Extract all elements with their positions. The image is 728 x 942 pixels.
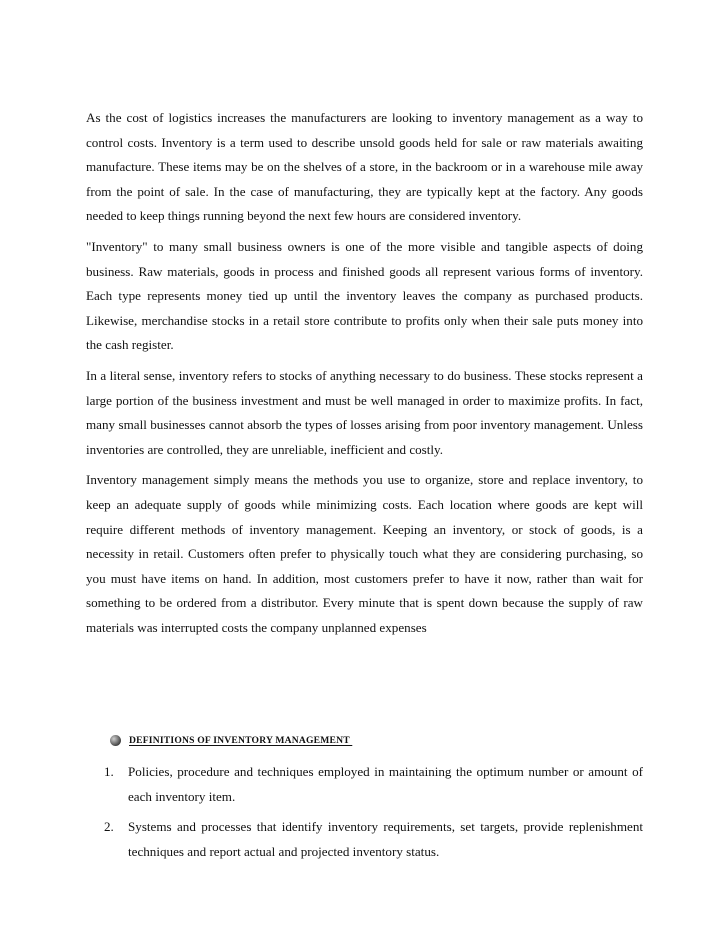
list-item xyxy=(104,815,643,864)
list-item-text: Systems and processes that identify inventory requirements, set targets, provide replenishment techniques and report actual and projected inventory status. xyxy=(128,819,643,859)
list-item xyxy=(104,760,643,809)
paragraph-logistics: As the cost of logistics increases the manufacturers are looking to inventory management as a way to control costs. Inventory is a term used to describe unsold goods held for sale or raw materials awaiting manufacture. These items may be on the shelves of a store, in the backroom or in a warehouse mile away from the point of sale. In the case of manufacturing, they are typically kept at the factory. Any goods needed to keep things running beyond the next few hours are considered inventory. xyxy=(86,110,643,224)
list-item-number: 1. xyxy=(104,764,114,779)
sphere-bullet-icon xyxy=(110,735,121,746)
paragraph-small-business: "Inventory" to many small business owners is one of the more visible and tangible aspects of doing business. Raw materials, goods in process and finished goods all represent various forms of inventory. Each type represents money tied up until the inventory leaves the company as purchased products. Likewise, merchandise stocks in a retail store contribute to profits only when their sale puts money into the cash register. xyxy=(86,238,643,353)
paragraph-literal-sense: In a literal sense, inventory refers to stocks of anything necessary to do business. These stocks represent a large portion of the business investment and must be well managed in order to maximize profits. In fact, many small businesses cannot absorb the types of losses arising from poor inventory management. Unless inventories are controlled, they are unreliable, inefficient and costly. xyxy=(86,367,643,457)
list-item-text: Policies, procedure and techniques employed in maintaining the optimum number or amount of each inventory item. xyxy=(128,764,643,804)
paragraph-inventory-management: Inventory management simply means the methods you use to organize, store and replace inventory, to keep an adequate supply of goods while minimizing costs. Each location where goods are kept will require different methods of inventory management. Keeping an inventory, or stock of goods, is a necessity in retail. Customers often prefer to physically touch what they are considering purchasing, so you must have items on hand. In addition, most customers prefer to have it now, rather than wait for something to be ordered from a distributor. Every minute that is spent down because the supply of raw materials was interrupted costs the company unplanned expenses xyxy=(86,472,643,635)
definitions-list xyxy=(104,760,643,870)
definitions-heading: DEFINITIONS OF INVENTORY MANAGEMENT xyxy=(129,735,353,746)
list-item-number: 2. xyxy=(104,819,114,835)
document-body xyxy=(86,106,643,646)
definitions-heading-row xyxy=(110,735,352,746)
